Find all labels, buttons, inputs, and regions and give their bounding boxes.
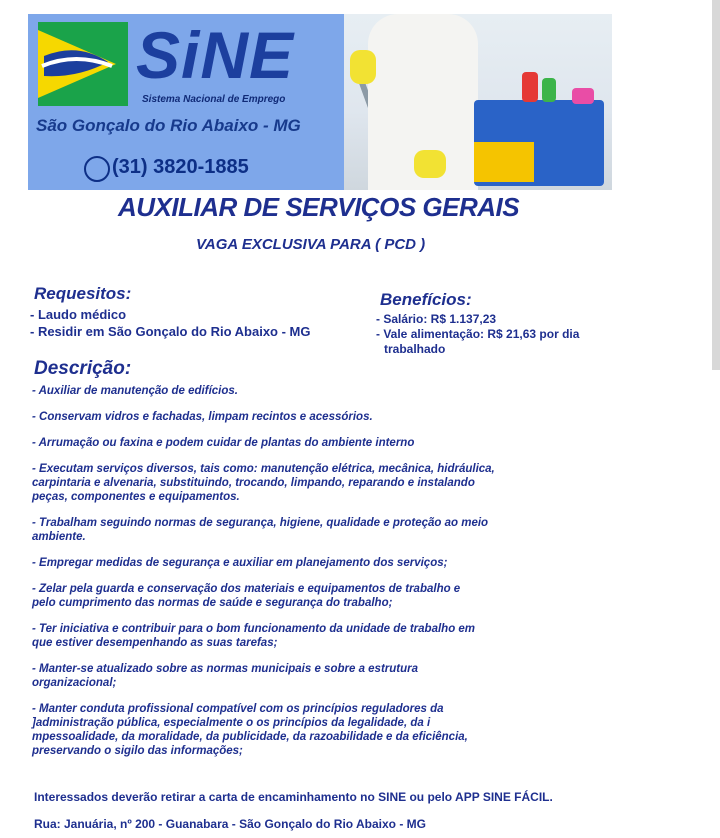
description-list <box>32 384 592 758</box>
list-item: - Manter conduta profissional compatível com os princípios reguladores da ]administração pública, especialmente o os princípios da legalidade, da i mpessoalidade, da moralidade, da publicidade, da razoabilidade e da eficiência, preservando o sigilo das informações; <box>32 703 468 757</box>
benefits-heading: Benefícios: <box>380 290 472 309</box>
brazil-flag-icon <box>38 22 128 106</box>
city-label: São Gonçalo do Rio Abaixo - MG <box>36 116 301 135</box>
spray-bottle <box>542 78 556 102</box>
banner-info-panel <box>28 14 344 190</box>
description-heading: Descrição: <box>34 358 132 379</box>
yellow-glove <box>350 50 376 84</box>
spray-bottle <box>572 88 594 104</box>
list-item: - Salário: R$ 1.137,23 <box>376 312 497 326</box>
phone-number-text: (31) 3820-1885 <box>112 156 249 178</box>
cart-bucket <box>474 142 534 182</box>
list-item: - Empregar medidas de segurança e auxiliar em planejamento dos serviços; <box>32 557 448 569</box>
list-item: - Executam serviços diversos, tais como: manutenção elétrica, mecânica, hidráulica, carpintaria e alvenaria, substituindo, trocando, limpando, reparando e instalando peças, componentes e equipamentos. <box>32 463 495 503</box>
list-item: - Laudo médico <box>30 307 127 322</box>
benefits-list <box>376 312 612 357</box>
phone-number <box>82 156 249 179</box>
list-item: trabalhado <box>384 342 446 356</box>
address: Rua: Januária, nº 200 - Guanabara - São Gonçalo do Rio Abaixo - MG <box>34 817 427 831</box>
requirements-heading: Requesitos: <box>34 284 132 303</box>
list-item: - Arrumação ou faxina e podem cuidar de plantas do ambiente interno <box>32 437 415 449</box>
sine-logo-text: SiNE <box>136 18 295 92</box>
header-banner <box>28 14 612 190</box>
list-item: - Trabalham seguindo normas de segurança, higiene, qualidade e proteção ao meio ambiente. <box>32 517 489 543</box>
cleaning-worker-photo <box>344 14 612 190</box>
list-item: - Auxiliar de manutenção de edifícios. <box>32 385 238 397</box>
list-item: - Ter iniciativa e contribuir para o bom funcionamento da unidade de trabalho em que estiver desempenhando as suas tarefas; <box>32 623 476 649</box>
yellow-glove <box>414 150 446 178</box>
list-item: - Vale alimentação: R$ 21,63 por dia <box>376 327 580 341</box>
page-edge-shadow <box>712 0 720 370</box>
list-item: - Conservam vidros e fachadas, limpam recintos e acessórios. <box>32 411 373 423</box>
list-item: - Residir em São Gonçalo do Rio Abaixo - MG <box>30 324 311 339</box>
list-item: - Manter-se atualizado sobre as normas municipais e sobre a estrutura organizacional; <box>32 663 419 689</box>
job-subtitle: VAGA EXCLUSIVA PARA ( PCD ) <box>196 236 426 253</box>
application-instructions: Interessados deverão retirar a carta de encaminhamento no SINE ou pelo APP SINE FÁCIL. <box>34 790 553 804</box>
logo-subtitle: Sistema Nacional de Emprego <box>142 94 286 105</box>
list-item: - Zelar pela guarda e conservação dos materiais e equipamentos de trabalho e pelo cumprimento das normas de saúde e segurança do trabalho; <box>32 583 461 609</box>
job-title: AUXILIAR DE SERVIÇOS GERAIS <box>118 192 520 222</box>
requirements-list <box>30 306 311 340</box>
spray-bottle <box>522 72 538 102</box>
